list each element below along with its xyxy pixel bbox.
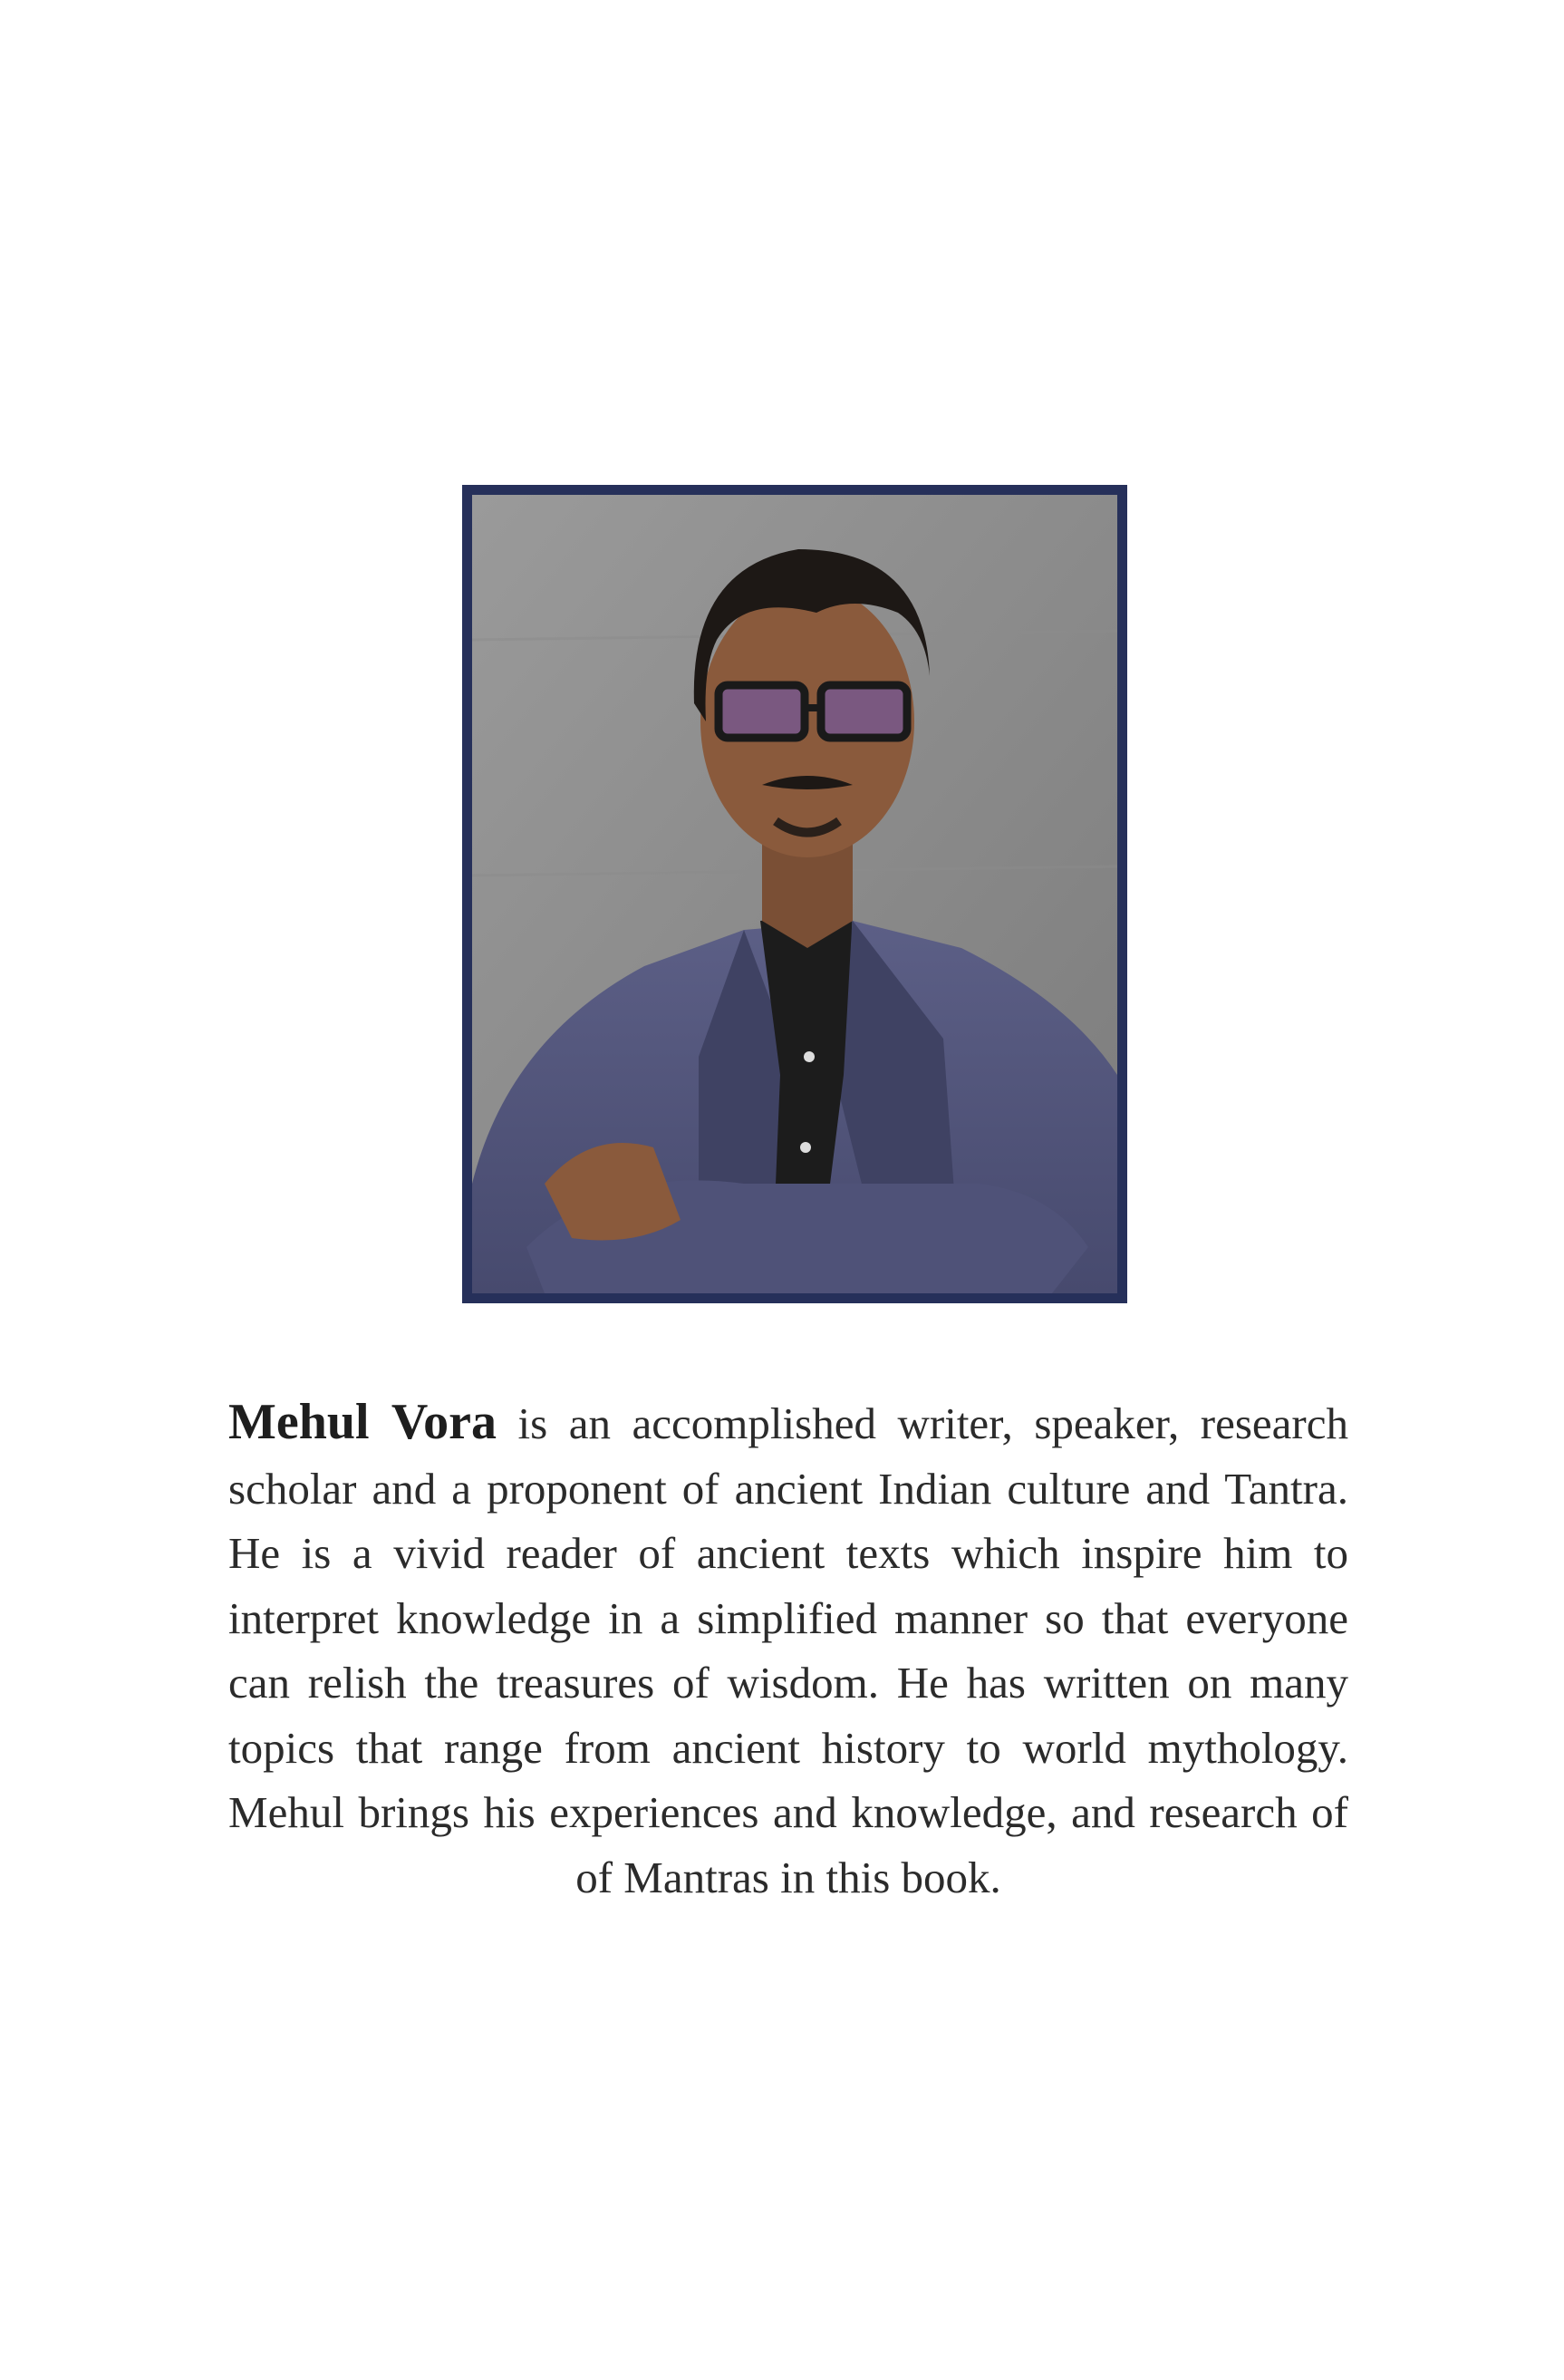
bio-text: is an accomplished writer, speaker, research scholar and a proponent of ancient Indian culture and Tantra. He is a vivid reader of ancient texts which inspire him to interpret knowledge in a simplified manner so that everyone can relish the treasures of wisdom. He has written on many topics that range from ancient history to world mythology. Mehul brings his experiences and knowledge, and research of of Mantras in this book. — [228, 1398, 1348, 1902]
author-name: Mehul Vora — [228, 1394, 497, 1450]
author-photo — [462, 485, 1127, 1303]
author-portrait-photo-icon — [472, 495, 1117, 1293]
author-bio — [228, 1390, 1348, 1910]
